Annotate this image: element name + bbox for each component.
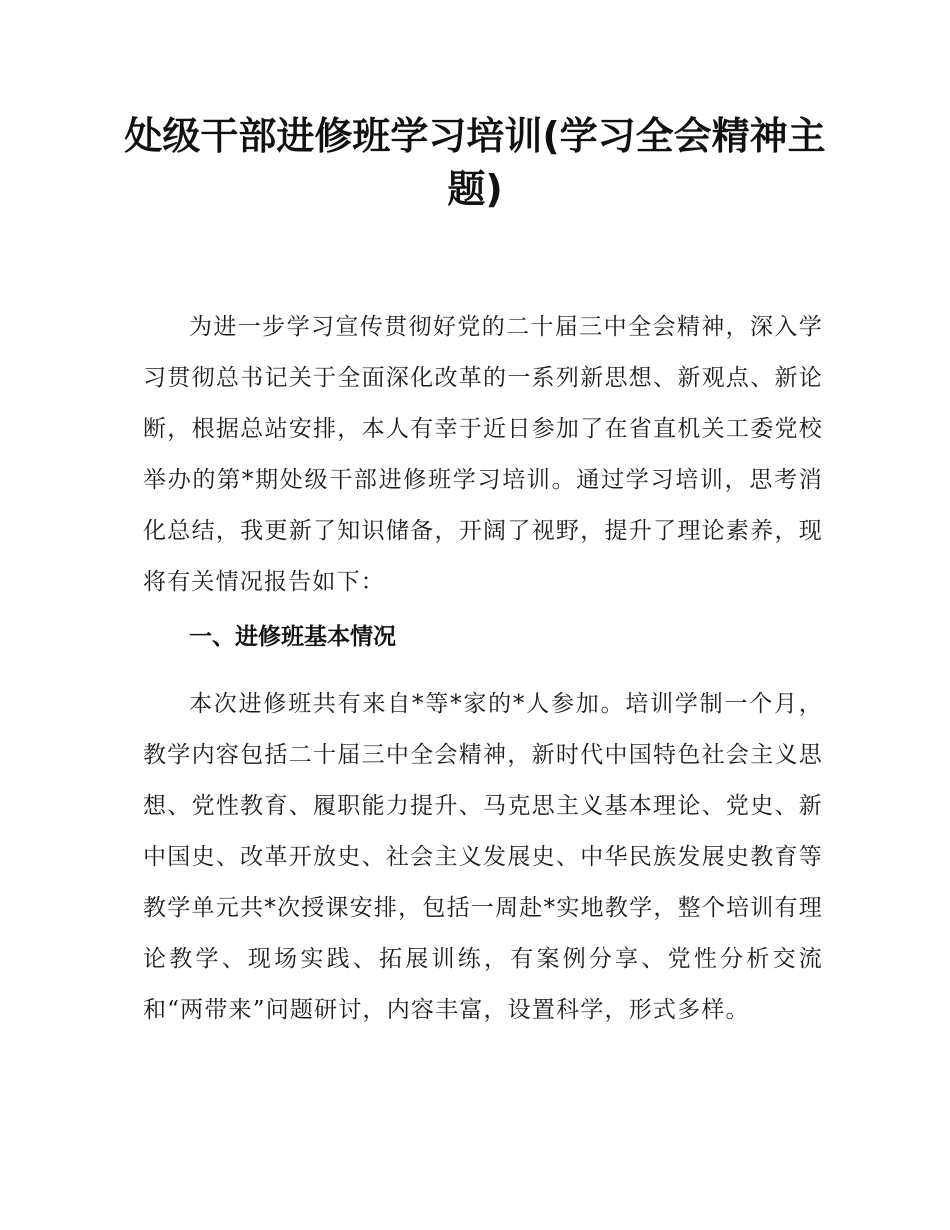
document-title: 处级干部进修班学习培训(学习全会精神主题) <box>124 114 826 211</box>
intro-paragraph: 为进一步学习宣传贯彻好党的二十届三中全会精神，深入学习贯彻总书记关于全面深化改革的一系列新思想、新观点、新论断，根据总站安排，本人有幸于近日参加了在省直机关工委党校举办的第*期处级干部进修班学习培训。通过学习培训，思考消化总结，我更新了知识储备，开阔了视野，提升了理论素养，现将有关情况报告如下： <box>143 314 823 595</box>
section-heading: 一、进修班基本情况 <box>189 624 396 650</box>
section-paragraph: 本次进修班共有来自*等*家的*人参加。培训学制一个月，教学内容包括二十届三中全会精神，新时代中国特色社会主义思想、党性教育、履职能力提升、马克思主义基本理论、党史、新中国史、改革开放史、社会主义发展史、中华民族发展史教育等教学单元共*次授课安排，包括一周赴*实地教学，整个培训有理论教学、现场实践、拓展训练，有案例分享、党性分析交流和“两带来”问题研讨，内容丰富，设置科学，形式多样。 <box>143 691 823 1023</box>
